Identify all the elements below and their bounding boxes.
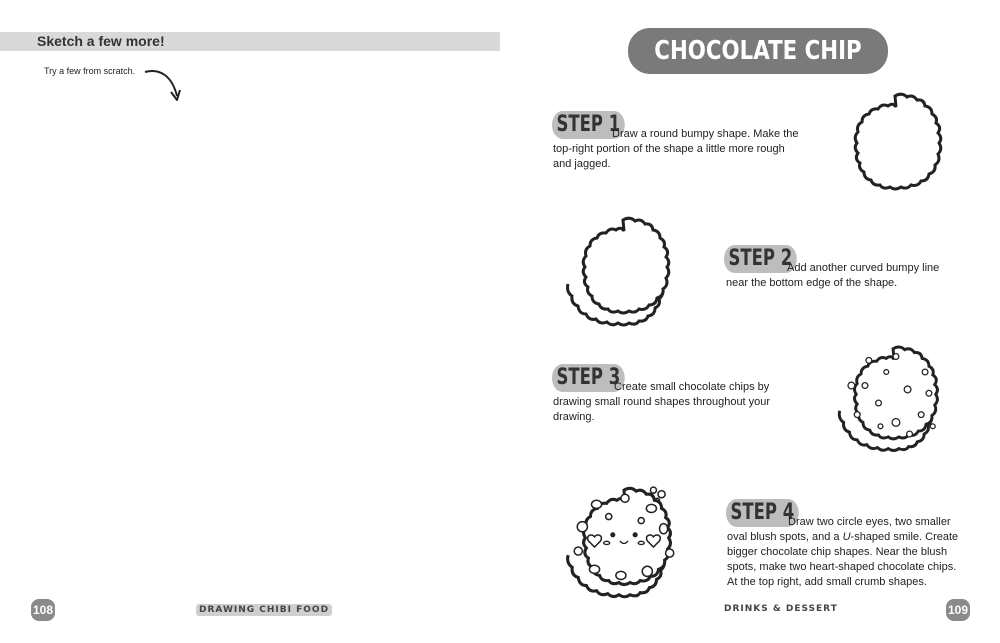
step-2-cookie-illustration xyxy=(560,214,690,338)
sketch-hint: Try a few from scratch. xyxy=(44,66,136,76)
section-title: Sketch a few more! xyxy=(37,33,165,49)
footer-title: DRAWING CHIBI FOOD xyxy=(196,604,332,616)
step-2-text: Add another curved bumpy line near the bottom edge of the shape. xyxy=(726,262,940,289)
footer-section: DRINKS & DESSERT xyxy=(724,604,838,614)
step-4-label: STEP 4 xyxy=(726,499,799,527)
step-1-label: STEP 1 xyxy=(552,111,625,139)
page-title: CHOCOLATE CHIP COOKIE xyxy=(654,36,862,112)
page-number-left: 108 xyxy=(31,599,55,621)
curved-arrow-icon xyxy=(142,66,184,104)
step-4-text: Draw two circle eyes, two smaller oval blush spots, and a U-shaped smile. Create bigger chocolate chip shapes. Near the blush spots, make two heart-shaped chocolate chips. At the top right, add small crumb shapes. xyxy=(727,516,959,588)
step-2-label: STEP 2 xyxy=(724,245,797,273)
step-1-text: Draw a round bumpy shape. Make the top-right portion of the shape a little more rough and jagged. xyxy=(553,128,799,170)
step-3-cookie-illustration xyxy=(832,342,958,464)
step-3-text: Create small chocolate chips by drawing small round shapes throughout your drawing. xyxy=(553,381,771,423)
step-4-cookie-illustration xyxy=(560,484,692,610)
step-3-label: STEP 3 xyxy=(552,364,625,392)
page-number-right: 109 xyxy=(946,599,970,621)
step-1-cookie-illustration xyxy=(832,88,958,210)
